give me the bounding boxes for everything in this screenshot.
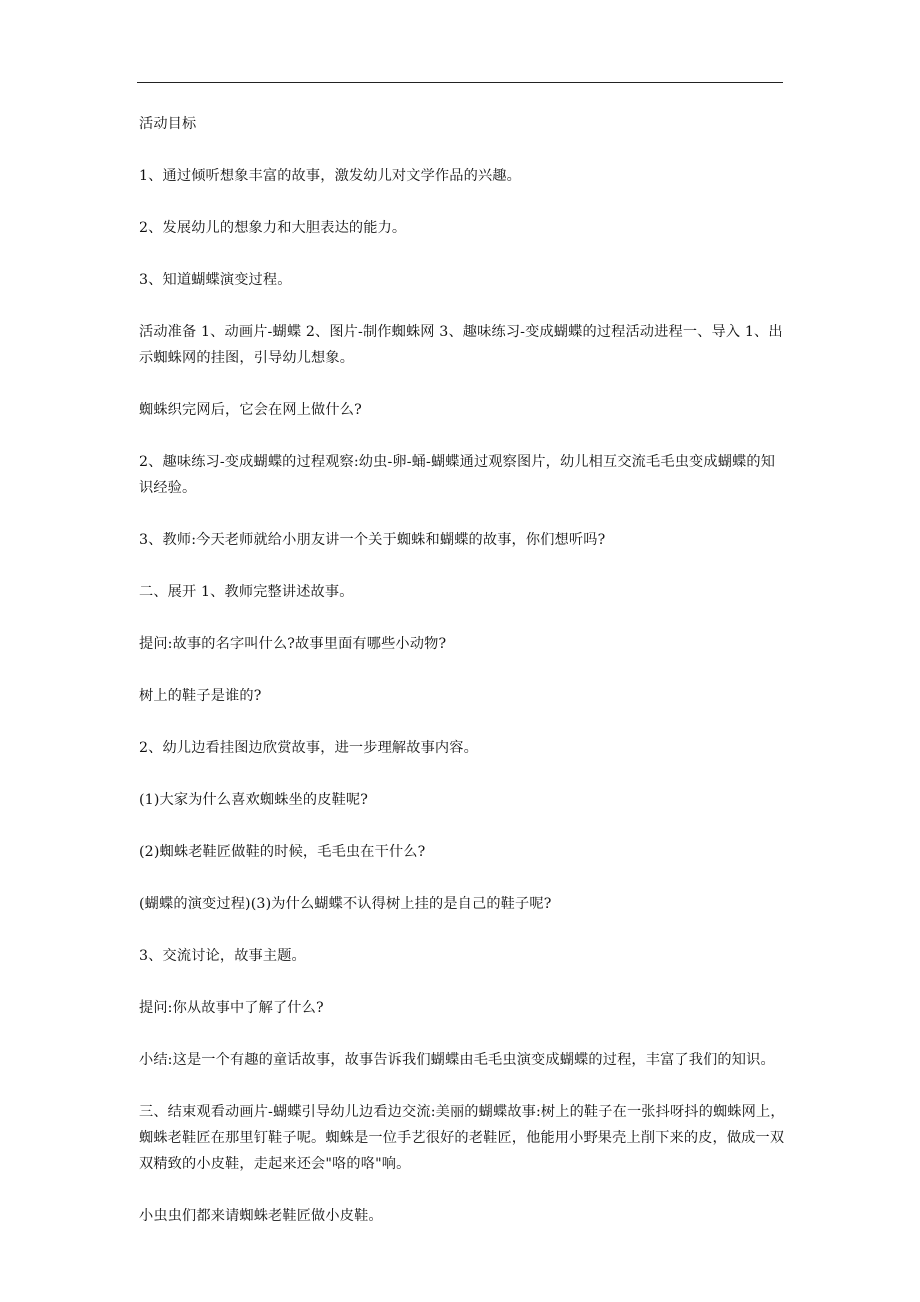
paragraph: 二、展开 1、教师完整讲述故事。 — [139, 584, 354, 600]
paragraph: 蜘蛛织完网后，它会在网上做什么? — [139, 402, 362, 418]
section-heading: 活动目标 — [139, 116, 197, 132]
paragraph: 3、交流讨论，故事主题。 — [139, 948, 306, 964]
document-body — [139, 111, 787, 1255]
paragraph: 小虫虫们都来请蜘蛛老鞋匠做小皮鞋。 — [139, 1208, 383, 1224]
paragraph: 小结:这是一个有趣的童话故事，故事告诉我们蝴蝶由毛毛虫演变成蝴蝶的过程，丰富了我们的知识。 — [139, 1052, 775, 1068]
paragraph: 提问:你从故事中了解了什么? — [139, 1000, 324, 1016]
paragraph: 1、通过倾听想象丰富的故事，激发幼儿对文学作品的兴趣。 — [139, 168, 521, 184]
paragraph: 2、发展幼儿的想象力和大胆表达的能力。 — [139, 220, 407, 236]
paragraph: 树上的鞋子是谁的? — [139, 688, 262, 704]
paragraph: 3、知道蝴蝶演变过程。 — [139, 272, 292, 288]
paragraph: 2、幼儿边看挂图边欣赏故事，进一步理解故事内容。 — [139, 740, 478, 756]
paragraph: 3、教师:今天老师就给小朋友讲一个关于蜘蛛和蝴蝶的故事，你们想听吗? — [139, 532, 606, 548]
header-rule — [137, 82, 783, 83]
paragraph: (2)蜘蛛老鞋匠做鞋的时候，毛毛虫在干什么? — [139, 844, 426, 860]
paragraph: 2、趣味练习-变成蝴蝶的过程观察:幼虫-卵-蛹-蝴蝶通过观察图片，幼儿相互交流毛毛虫变成蝴蝶的知识经验。 — [139, 454, 776, 496]
paragraph: (蝴蝶的演变过程)(3)为什么蝴蝶不认得树上挂的是自己的鞋子呢? — [139, 896, 552, 912]
paragraph: (1)大家为什么喜欢蜘蛛坐的皮鞋呢? — [139, 792, 369, 808]
paragraph: 三、结束观看动画片-蝴蝶引导幼儿边看边交流:美丽的蝴蝶故事:树上的鞋子在一张抖呀抖的蜘蛛网上，蜘蛛老鞋匠在那里钉鞋子呢。蜘蛛是一位手艺很好的老鞋匠，他能用小野果壳上削下来的皮，做成一双双精致的小皮鞋，走起来还会"咯的咯"响。 — [139, 1104, 785, 1172]
paragraph: 活动准备 1、动画片-蝴蝶 2、图片-制作蜘蛛网 3、趣味练习-变成蝴蝶的过程活动进程一、导入 1、出示蜘蛛网的挂图，引导幼儿想象。 — [139, 324, 783, 366]
paragraph: 提问:故事的名字叫什么?故事里面有哪些小动物? — [139, 636, 447, 652]
